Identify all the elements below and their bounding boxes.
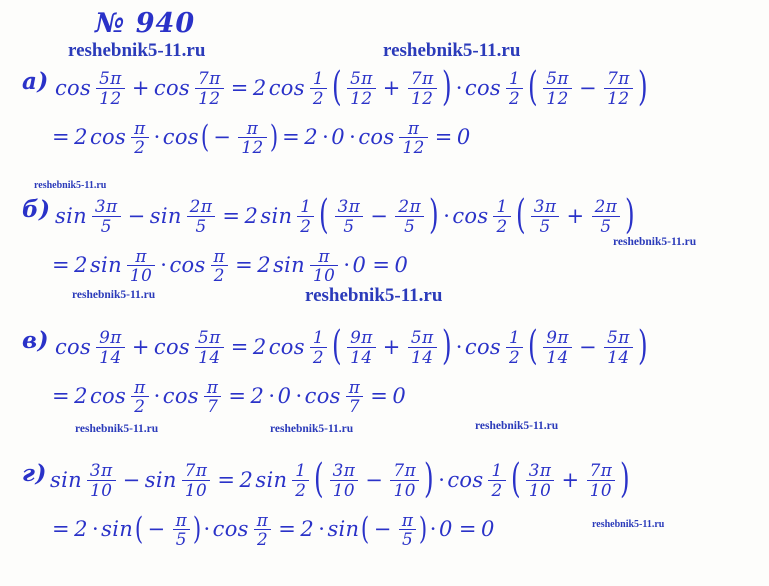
fraction [493,197,510,234]
fraction-denominator: 7 [346,396,364,415]
fraction-numerator: π [401,510,414,530]
watermark: reshebnik5-11.ru [34,180,107,191]
trig-function: sin [273,253,305,278]
number: 2 [239,467,254,492]
fraction [347,69,376,106]
trig-function: cos [464,334,501,359]
fraction-numerator: π [206,377,219,397]
multiplication-dot: · [160,253,168,278]
fraction-denominator: 2 [254,529,272,548]
fraction-numerator: 2π [189,196,213,217]
fraction [408,69,437,106]
fraction [204,378,222,415]
operator: − [122,467,141,492]
multiplication-dot: · [443,203,451,228]
operator: − [213,125,232,150]
number: 2 [257,253,272,278]
operator: − [578,75,598,100]
operator: + [382,75,401,100]
fraction [347,328,376,365]
multiplication-dot: · [429,517,437,542]
fraction-denominator: 14 [96,347,125,366]
operator: − [373,517,392,542]
fraction-denominator: 2 [488,480,505,499]
number: 2 [250,384,265,409]
fraction [506,69,523,106]
fraction-numerator: π [175,510,188,530]
trig-function: sin [50,467,82,492]
number: 0 [394,253,409,278]
number: 2 [252,75,267,100]
fraction [604,328,633,365]
parenthesis: ) [637,323,648,369]
fraction [195,69,224,106]
fraction [254,511,272,548]
fraction-numerator: 1 [300,196,312,217]
number: 2 [74,253,88,278]
operator: + [382,334,401,359]
fraction-numerator: 7π [607,68,630,89]
operator: = [434,125,453,150]
fraction [238,119,266,156]
fraction [330,461,359,498]
watermark: reshebnik5-11.ru [75,423,159,435]
equation-line [55,194,637,240]
multiplication-dot: · [295,384,303,409]
operator: = [458,517,477,542]
fraction [292,461,309,498]
fraction-denominator: 10 [526,480,555,499]
trig-function: sin [255,467,288,492]
fraction-numerator: 5π [350,68,373,89]
fraction-denominator: 12 [604,88,633,107]
number: 0 [277,384,292,409]
parenthesis: ) [620,456,631,502]
operator: − [370,203,389,228]
fraction [96,69,125,106]
parenthesis: ( [319,192,330,238]
fraction-numerator: 7π [410,68,434,89]
operator: = [235,253,254,278]
fraction-denominator: 10 [587,480,616,499]
fraction [211,247,229,284]
equation-line [48,379,408,416]
watermark: reshebnik5-11.ru [383,40,521,61]
watermark: reshebnik5-11.ru [68,40,206,61]
parenthesis: ( [134,512,144,548]
fraction [310,69,327,106]
operator: = [52,517,71,542]
fraction [488,461,505,498]
fraction-numerator: 1 [508,327,521,348]
equation-line [48,120,473,157]
number: 2 [252,334,267,359]
fraction [399,119,427,156]
number: 0 [480,517,495,542]
number: 2 [300,517,315,542]
parenthesis: ( [200,120,210,156]
trig-function: cos [153,334,191,359]
fraction-denominator: 2 [506,88,523,107]
part-label: в) [22,327,49,354]
fraction [543,328,572,365]
fraction-denominator: 5 [92,216,121,235]
trig-function: cos [268,334,305,359]
trig-function: cos [447,467,484,492]
fraction [408,328,437,365]
fraction-numerator: 5π [607,327,630,348]
operator: − [127,203,146,228]
fraction-denominator: 10 [182,480,211,499]
number: 2 [304,125,319,150]
fraction-denominator: 5 [531,216,560,235]
trig-function: sin [149,203,182,228]
parenthesis: ) [269,120,279,156]
operator: + [566,203,585,228]
trig-function: sin [327,517,360,542]
trig-function: cos [268,75,305,100]
fraction-numerator: 5π [546,68,569,89]
fraction-denominator: 2 [493,216,510,235]
trig-function: cos [89,125,127,150]
fraction [506,328,523,365]
operator: + [131,75,150,100]
parenthesis: ) [625,192,636,238]
parenthesis: ( [510,456,521,502]
trig-function: sin [144,467,177,492]
number: 2 [74,384,88,409]
fraction-denominator: 5 [335,216,364,235]
operator: = [52,384,71,409]
parenthesis: ) [441,323,452,369]
fraction-denominator: 14 [195,347,224,366]
operator: − [147,517,166,542]
fraction-denominator: 14 [347,347,376,366]
fraction-denominator: 12 [543,88,572,107]
fraction-numerator: π [134,118,146,138]
fraction-denominator: 12 [238,137,266,156]
fraction-numerator: 9π [546,327,569,348]
number: 0 [438,517,453,542]
fraction-numerator: 1 [496,196,508,217]
operator: = [222,203,241,228]
operator: = [217,467,236,492]
fraction-denominator: 5 [592,216,621,235]
operator: = [230,75,249,100]
part-label: б) [22,196,51,223]
fraction-numerator: 3π [533,196,557,217]
watermark: reshebnik5-11.ru [592,519,665,530]
fraction [399,511,417,548]
parenthesis: ) [429,192,440,238]
task-number: № 940 [95,8,196,39]
parenthesis: ( [528,64,539,110]
fraction-numerator: 5π [410,327,434,348]
multiplication-dot: · [322,125,330,150]
fraction [592,197,621,234]
multiplication-dot: · [153,384,161,409]
parenthesis: ) [192,512,202,548]
operator: = [52,253,71,278]
number: 2 [244,203,259,228]
fraction [96,328,125,365]
fraction-numerator: 5π [198,327,221,348]
fraction-denominator: 10 [127,265,155,284]
fraction [195,328,224,365]
multiplication-dot: · [343,253,351,278]
operator: − [578,334,598,359]
fraction-numerator: π [135,246,147,266]
fraction-denominator: 2 [310,88,327,107]
multiplication-dot: · [318,517,326,542]
fraction-denominator: 10 [330,480,359,499]
fraction-numerator: 9π [99,327,122,348]
fraction-numerator: 3π [332,460,356,481]
fraction-numerator: 7π [589,460,613,481]
fraction [182,461,211,498]
fraction-numerator: 7π [198,68,221,89]
fraction-denominator: 2 [297,216,314,235]
fraction-denominator: 5 [187,216,216,235]
fraction-denominator: 10 [310,265,338,284]
fraction [173,511,191,548]
parenthesis: ) [424,456,435,502]
fraction [526,461,555,498]
operator: = [278,517,297,542]
equation-line [48,512,497,549]
multiplication-dot: · [203,517,211,542]
equation-line [55,66,650,112]
fraction-numerator: π [348,377,361,397]
fraction [87,461,116,498]
fraction [346,378,364,415]
trig-function: cos [169,253,206,278]
trig-function: cos [89,384,127,409]
part-label: г) [22,460,47,487]
fraction-denominator: 2 [506,347,523,366]
fraction-numerator: π [246,118,259,138]
fraction-numerator: 1 [491,460,503,481]
operator: = [370,384,389,409]
multiplication-dot: · [455,75,463,100]
fraction [127,247,155,284]
number: 0 [456,125,471,150]
parenthesis: ) [419,512,428,548]
fraction-denominator: 12 [399,137,427,156]
fraction-numerator: 3π [337,196,361,217]
fraction-denominator: 2 [292,480,309,499]
fraction-denominator: 12 [347,88,376,107]
fraction-numerator: 2π [398,196,422,217]
fraction-denominator: 2 [310,347,327,366]
fraction [310,328,327,365]
fraction-numerator: π [318,246,330,266]
equation-line [48,248,410,285]
fraction-numerator: π [256,510,269,530]
fraction-denominator: 2 [131,396,149,415]
trig-function: cos [212,517,249,542]
number: 0 [352,253,367,278]
fraction [390,461,419,498]
fraction-denominator: 10 [87,480,116,499]
multiplication-dot: · [153,125,161,150]
operator: = [282,125,301,150]
watermark: reshebnik5-11.ru [72,289,156,301]
operator: = [372,253,391,278]
fraction [335,197,364,234]
fraction-denominator: 10 [390,480,419,499]
trig-function: sin [55,203,87,228]
parenthesis: ( [332,323,343,369]
fraction-denominator: 5 [399,529,417,548]
fraction-numerator: 1 [312,68,324,89]
watermark: reshebnik5-11.ru [613,236,697,248]
operator: + [561,467,580,492]
multiplication-dot: · [349,125,357,150]
operator: = [228,384,247,409]
number: 2 [74,517,88,542]
fraction-numerator: 3π [89,460,113,481]
fraction-numerator: 3π [94,196,118,217]
fraction-denominator: 14 [543,347,572,366]
equation-line [50,458,632,504]
trig-function: cos [452,203,489,228]
fraction-numerator: π [213,246,226,266]
fraction-denominator: 14 [408,347,437,366]
trig-function: cos [55,75,92,100]
fraction [395,197,424,234]
trig-function: cos [55,334,92,359]
fraction-numerator: 1 [508,68,521,89]
trig-function: sin [101,517,134,542]
fraction-numerator: π [407,118,420,138]
number: 0 [392,384,407,409]
fraction-numerator: 7π [393,460,417,481]
fraction [92,197,121,234]
trig-function: cos [162,125,199,150]
parenthesis: ) [637,64,648,110]
multiplication-dot: · [438,467,446,492]
parenthesis: ) [441,64,452,110]
multiplication-dot: · [455,334,463,359]
fraction-denominator: 12 [195,88,224,107]
operator: = [52,125,71,150]
fraction-numerator: 3π [528,460,552,481]
equation-line [55,325,650,371]
parenthesis: ( [332,64,343,110]
fraction-numerator: π [134,377,146,397]
fraction [131,378,149,415]
watermark: reshebnik5-11.ru [475,420,559,432]
fraction [543,69,572,106]
fraction-numerator: 5π [99,68,122,89]
fraction [587,461,616,498]
watermark: reshebnik5-11.ru [305,285,443,306]
fraction [310,247,338,284]
multiplication-dot: · [268,384,276,409]
parenthesis: ( [361,512,370,548]
trig-function: sin [260,203,293,228]
fraction-numerator: 1 [295,460,307,481]
fraction-denominator: 12 [96,88,125,107]
operator: − [365,467,384,492]
fraction-denominator: 12 [408,88,437,107]
fraction-denominator: 2 [131,137,149,156]
parenthesis: ( [314,456,325,502]
trig-function: cos [153,75,191,100]
trig-function: cos [304,384,341,409]
fraction-denominator: 14 [604,347,633,366]
fraction-numerator: 1 [312,327,324,348]
fraction-denominator: 2 [211,265,229,284]
trig-function: cos [464,75,501,100]
fraction-denominator: 7 [204,396,222,415]
number: 0 [331,125,346,150]
trig-function: sin [89,253,122,278]
fraction-numerator: 2π [594,196,618,217]
fraction-numerator: 7π [184,460,208,481]
operator: = [230,334,249,359]
watermark: reshebnik5-11.ru [270,423,354,435]
trig-function: cos [358,125,395,150]
fraction [531,197,560,234]
fraction-denominator: 5 [395,216,424,235]
number: 2 [74,125,88,150]
fraction [187,197,216,234]
fraction [297,197,314,234]
parenthesis: ( [528,323,539,369]
fraction [131,119,149,156]
fraction [604,69,633,106]
operator: + [131,334,150,359]
parenthesis: ( [515,192,526,238]
trig-function: cos [162,384,199,409]
fraction-numerator: 9π [350,327,373,348]
multiplication-dot: · [91,517,100,542]
part-label: а) [22,68,49,95]
fraction-denominator: 5 [173,529,191,548]
